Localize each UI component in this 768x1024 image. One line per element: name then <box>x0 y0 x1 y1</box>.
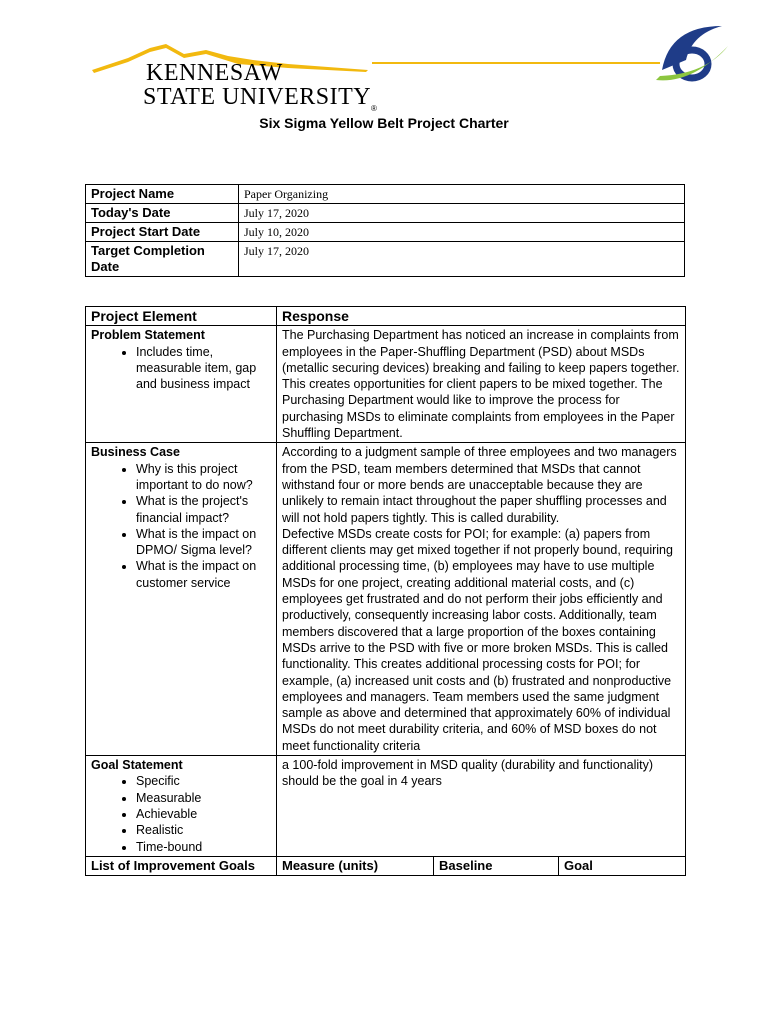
problem-statement-title: Problem Statement <box>91 328 205 343</box>
table-row <box>86 326 686 443</box>
university-name-line2: STATE UNIVERSITY <box>143 84 372 110</box>
charter-table <box>85 306 686 876</box>
list-item: • Realistic <box>136 822 271 838</box>
table-header-row <box>86 307 686 326</box>
completion-date-value: July 17, 2020 <box>239 242 685 277</box>
table-row <box>86 204 685 223</box>
table-row <box>86 223 685 242</box>
goal-statement-cell <box>86 756 277 857</box>
start-date-label: Project Start Date <box>86 223 239 242</box>
list-item: • Specific <box>136 773 271 789</box>
goal-statement-title: Goal Statement <box>91 758 183 773</box>
table-row <box>86 185 685 204</box>
problem-statement-bullets <box>91 344 271 393</box>
list-item: • Measurable <box>136 790 271 806</box>
list-item: • Why is this project important to do now? <box>136 461 271 494</box>
list-item: • What is the project's financial impact? <box>136 493 271 526</box>
project-name-value: Paper Organizing <box>239 185 685 204</box>
goal-statement-bullets <box>91 773 271 854</box>
document-title: Six Sigma Yellow Belt Project Charter <box>259 115 509 131</box>
todays-date-label: Today's Date <box>86 204 239 223</box>
project-info-table <box>85 184 685 277</box>
registered-mark: ® <box>371 104 377 113</box>
business-case-bullets <box>91 461 271 591</box>
goal-statement-response: a 100-fold improvement in MSD quality (durability and functionality) should be the goal in 4 years <box>277 756 686 857</box>
baseline-label: Baseline <box>434 856 559 875</box>
list-item: • Achievable <box>136 806 271 822</box>
column-header-response: Response <box>277 307 686 326</box>
list-item: • What is the impact on customer service <box>136 558 271 591</box>
document-header <box>0 0 768 140</box>
table-row <box>86 242 685 277</box>
university-name-line1: KENNESAW <box>146 60 283 86</box>
business-case-paragraph-1: According to a judgment sample of three employees and two managers from the PSD, team members determined that MSDs that cannot withstand four or more bends are unacceptable because they are unlikely to remain intact throughout the paper shuffling processes and will not hold papers tightly. This is called durability. <box>282 445 677 525</box>
six-sigma-logo-icon <box>652 20 732 86</box>
business-case-title: Business Case <box>91 445 180 460</box>
table-row <box>86 443 686 756</box>
header-rule <box>372 62 660 64</box>
business-case-cell <box>86 443 277 756</box>
project-name-label: Project Name <box>86 185 239 204</box>
column-header-element: Project Element <box>86 307 277 326</box>
measure-units-label: Measure (units) <box>277 856 434 875</box>
list-item: • Time-bound <box>136 839 271 855</box>
list-item: • Includes time, measurable item, gap and business impact <box>136 344 271 393</box>
list-item: • What is the impact on DPMO/ Sigma level? <box>136 526 271 559</box>
business-case-paragraph-2: Defective MSDs create costs for POI; for example: (a) papers from different clients may get mixed together if not properly bound, requiring additional processing time, (b) employees may have to use multiple MSDs for one project, creating additional material costs, and (c) employees get frustrated and do not perform their jobs efficiently and productively, consequently increasing labor costs. Additionally, team members discovered that a large proportion of the boxes containing MSDs arrive to the PSD with five or more broken MSDs. This is called functionality. This creates additional processing costs for POI; for example, (a) increased unit costs and (b) frustrated and nonproductive employees and managers. Team members used the same judgment sample as above and determined that approximately 60% of individual MSDs do not meet durability criteria, and 60% of MSD boxes do not meet functionality criteria <box>282 526 673 753</box>
improvement-goals-label: List of Improvement Goals <box>86 856 277 875</box>
kennesaw-state-logo <box>88 40 388 120</box>
completion-date-label: Target Completion Date <box>86 242 239 277</box>
problem-statement-response: The Purchasing Department has noticed an increase in complaints from employees in the Paper-Shuffling Department (PSD) about MSDs (metallic securing devices) breaking and failing to keep papers together. This creates opportunities for client papers to be mixed together. The Purchasing Department would like to improve the process for purchasing MSDs to eliminate complaints from employees in the Paper Shuffling Department. <box>277 326 686 443</box>
todays-date-value: July 17, 2020 <box>239 204 685 223</box>
table-row <box>86 756 686 857</box>
start-date-value: July 10, 2020 <box>239 223 685 242</box>
problem-statement-cell <box>86 326 277 443</box>
improvement-goals-header-row <box>86 856 686 875</box>
business-case-response <box>277 443 686 756</box>
goal-label: Goal <box>559 856 686 875</box>
